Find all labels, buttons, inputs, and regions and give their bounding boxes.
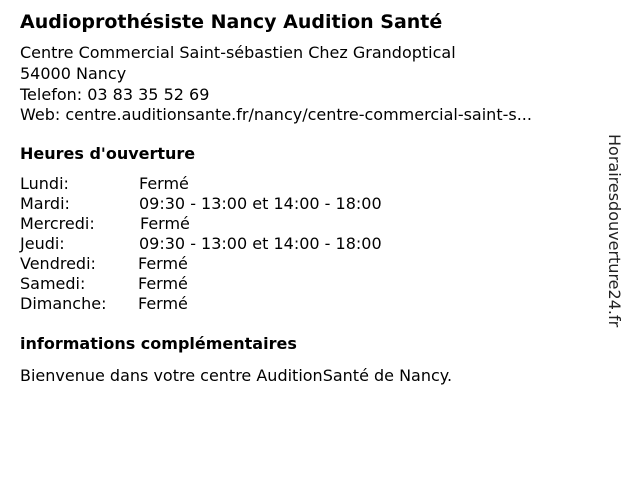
day-label: Lundi: — [20, 174, 69, 193]
address-line-2: 54000 Nancy — [20, 64, 127, 83]
day-label: Jeudi: — [20, 234, 65, 253]
hours-row-sunday — [20, 294, 580, 314]
day-label: Mercredi: — [20, 214, 95, 233]
business-title: Audioprothésiste Nancy Audition Santé — [20, 11, 443, 33]
hours-row-saturday — [20, 274, 580, 294]
day-hours: Fermé — [139, 174, 189, 193]
day-label: Dimanche: — [20, 294, 107, 313]
address-line-1: Centre Commercial Saint-sébastien Chez Grandoptical — [20, 43, 456, 62]
hours-row-wednesday — [20, 214, 580, 234]
day-hours: 09:30 - 13:00 et 14:00 - 18:00 — [139, 234, 382, 253]
additional-info-heading: informations complémentaires — [20, 334, 297, 353]
opening-hours-heading: Heures d'ouverture — [20, 144, 196, 163]
phone-number: Telefon: 03 83 35 52 69 — [20, 85, 210, 104]
day-hours: Fermé — [140, 214, 190, 233]
day-hours: 09:30 - 13:00 et 14:00 - 18:00 — [139, 194, 382, 213]
additional-info-text: Bienvenue dans votre centre AuditionSanté de Nancy. — [20, 366, 453, 385]
site-watermark: Horairesdouverture24.fr — [605, 134, 624, 328]
hours-row-tuesday — [20, 194, 580, 214]
day-label: Samedi: — [20, 274, 86, 293]
hours-row-friday — [20, 254, 580, 274]
website-link[interactable]: Web: centre.auditionsante.fr/nancy/centre-commercial-saint-s... — [20, 105, 532, 124]
hours-row-monday — [20, 174, 580, 194]
day-label: Vendredi: — [20, 254, 96, 273]
day-hours: Fermé — [138, 254, 188, 273]
day-hours: Fermé — [138, 294, 188, 313]
day-hours: Fermé — [138, 274, 188, 293]
day-label: Mardi: — [20, 194, 70, 213]
hours-row-thursday — [20, 234, 580, 254]
